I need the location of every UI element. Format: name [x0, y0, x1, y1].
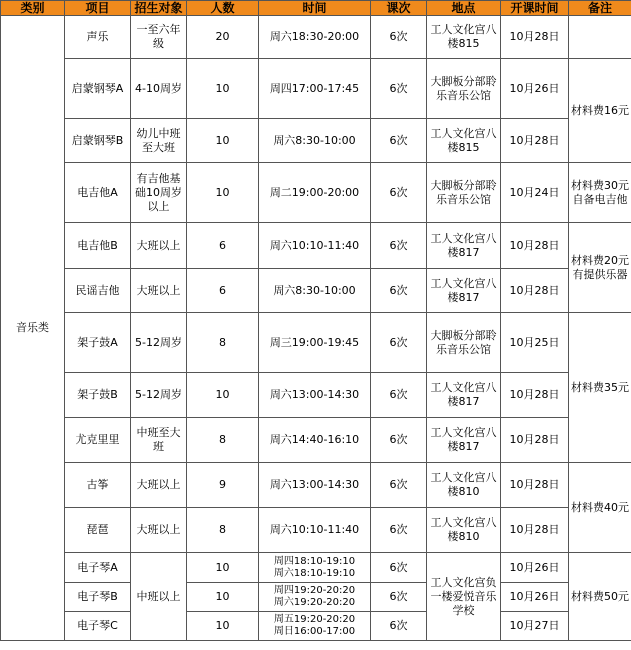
sessions-cell: 6次: [371, 16, 427, 59]
time-line: 周四17:00-17:45: [269, 81, 360, 95]
count-cell: 6: [187, 223, 259, 269]
count-cell: 10: [187, 119, 259, 163]
target-cell: 大班以上: [131, 269, 187, 313]
time-cell: [259, 313, 371, 373]
table-row: [1, 583, 631, 612]
table-row: [1, 163, 631, 223]
item-cell: 电子琴C: [65, 612, 131, 641]
table-row: [1, 463, 631, 508]
item-cell: 电子琴B: [65, 583, 131, 612]
item-cell: 电吉他A: [65, 163, 131, 223]
item-cell: 启蒙钢琴A: [65, 59, 131, 119]
note-cell-empty: [569, 16, 631, 59]
sessions-cell: 6次: [371, 59, 427, 119]
location-cell: 工人文化宫八楼817: [427, 269, 501, 313]
location-cell: 工人文化宫八楼815: [427, 119, 501, 163]
target-cell: 大班以上: [131, 223, 187, 269]
time-line: 周三19:00-19:45: [269, 335, 360, 349]
header-item: 项目: [65, 1, 131, 16]
item-cell: 民谣吉他: [65, 269, 131, 313]
target-cell: 幼儿中班至大班: [131, 119, 187, 163]
sessions-cell: 6次: [371, 373, 427, 418]
start-cell: 10月28日: [501, 373, 569, 418]
item-cell: 电吉他B: [65, 223, 131, 269]
table-row: [1, 553, 631, 583]
category-cell: 音乐类: [1, 16, 65, 641]
count-cell: 10: [187, 59, 259, 119]
count-cell: 8: [187, 313, 259, 373]
table-row: [1, 269, 631, 313]
location-cell: 工人文化宫八楼817: [427, 373, 501, 418]
sessions-cell: 6次: [371, 463, 427, 508]
header-note: 备注: [569, 1, 631, 16]
count-cell: 10: [187, 583, 259, 612]
table-row: [1, 313, 631, 373]
time-cell: [259, 373, 371, 418]
target-cell: 5-12周岁: [131, 313, 187, 373]
item-cell: 古筝: [65, 463, 131, 508]
start-cell: 10月28日: [501, 269, 569, 313]
location-cell: 大脚板分部聆乐音乐公馆: [427, 313, 501, 373]
start-cell: 10月28日: [501, 16, 569, 59]
location-cell: 大脚板分部聆乐音乐公馆: [427, 163, 501, 223]
target-cell: 中班至大班: [131, 418, 187, 463]
time-cell: [259, 269, 371, 313]
header-location: 地点: [427, 1, 501, 16]
start-cell: 10月27日: [501, 612, 569, 641]
time-line: 周六13:00-14:30: [269, 388, 360, 401]
note-cell-piano: 材料费16元: [569, 59, 631, 163]
start-cell: 10月26日: [501, 553, 569, 583]
time-cell: [259, 508, 371, 553]
item-cell: 架子鼓B: [65, 373, 131, 418]
target-cell: 中班以上: [131, 553, 187, 641]
start-cell: 10月28日: [501, 508, 569, 553]
sessions-cell: 6次: [371, 119, 427, 163]
sessions-cell: 6次: [371, 223, 427, 269]
time-line: 周六10:10-11:40: [269, 523, 360, 536]
table-row: [1, 119, 631, 163]
time-cell: [259, 119, 371, 163]
item-cell: 琵琶: [65, 508, 131, 553]
item-cell: 声乐: [65, 16, 131, 59]
time-cell: [259, 16, 371, 59]
location-cell: 工人文化宫八楼817: [427, 418, 501, 463]
time-cell: [259, 553, 371, 583]
header-category: 类别: [1, 1, 65, 16]
count-cell: 9: [187, 463, 259, 508]
table-row: [1, 223, 631, 269]
target-cell: 大班以上: [131, 508, 187, 553]
start-cell: 10月28日: [501, 463, 569, 508]
table-row: [1, 373, 631, 418]
time-cell: [259, 223, 371, 269]
time-cell: [259, 418, 371, 463]
time-line: 周六18:10-19:10: [273, 567, 356, 579]
start-cell: 10月25日: [501, 313, 569, 373]
start-cell: 10月24日: [501, 163, 569, 223]
start-cell: 10月26日: [501, 583, 569, 612]
count-cell: 8: [187, 508, 259, 553]
table-row: [1, 16, 631, 59]
note-cell-guitar: 材料费20元有提供乐器: [569, 223, 631, 313]
header-sessions: 课次: [371, 1, 427, 16]
table-row: [1, 612, 631, 641]
location-cell: 工人文化宫八楼810: [427, 508, 501, 553]
header-target: 招生对象: [131, 1, 187, 16]
time-line: 周六18:30-20:00: [269, 30, 360, 43]
count-cell: 10: [187, 163, 259, 223]
target-cell: 4-10周岁: [131, 59, 187, 119]
location-cell: 工人文化宫八楼815: [427, 16, 501, 59]
sessions-cell: 6次: [371, 269, 427, 313]
time-line: 周日16:00-17:00: [273, 626, 356, 637]
item-cell: 启蒙钢琴B: [65, 119, 131, 163]
note-cell-drums: 材料费35元: [569, 313, 631, 463]
sessions-cell: 6次: [371, 313, 427, 373]
note-cell-electric-guitar-a: 材料费30元自备电吉他: [569, 163, 631, 223]
item-cell: 尤克里里: [65, 418, 131, 463]
location-cell: 工人文化宫负一楼爱悦音乐学校: [427, 553, 501, 641]
location-cell: 工人文化宫八楼810: [427, 463, 501, 508]
time-cell: [259, 583, 371, 612]
count-cell: 8: [187, 418, 259, 463]
header-count: 人数: [187, 1, 259, 16]
target-cell: 大班以上: [131, 463, 187, 508]
time-line: 周六10:10-11:40: [269, 238, 360, 252]
start-cell: 10月26日: [501, 59, 569, 119]
time-cell: [259, 59, 371, 119]
start-cell: 10月28日: [501, 223, 569, 269]
target-cell: 一至六年级: [131, 16, 187, 59]
start-cell: 10月28日: [501, 119, 569, 163]
table-row: [1, 508, 631, 553]
time-line: 周四19:20-20:20: [273, 585, 356, 596]
count-cell: 10: [187, 553, 259, 583]
target-cell: 5-12周岁: [131, 373, 187, 418]
time-line: 周五19:20-20:20: [273, 614, 356, 625]
table-row: [1, 59, 631, 119]
count-cell: 20: [187, 16, 259, 59]
time-line: 周二19:00-20:00: [269, 185, 360, 199]
sessions-cell: 6次: [371, 163, 427, 223]
time-line: 周六13:00-14:30: [269, 478, 360, 491]
time-line: 周六8:30-10:00: [273, 133, 356, 147]
start-cell: 10月28日: [501, 418, 569, 463]
target-cell: 有吉他基础10周岁以上: [131, 163, 187, 223]
time-line: 周六8:30-10:00: [273, 283, 356, 297]
time-line: 周六19:20-20:20: [273, 597, 356, 608]
sessions-cell: 6次: [371, 583, 427, 612]
location-cell: 大脚板分部聆乐音乐公馆: [427, 59, 501, 119]
sessions-cell: 6次: [371, 612, 427, 641]
location-cell: 工人文化宫八楼817: [427, 223, 501, 269]
count-cell: 10: [187, 373, 259, 418]
header-start: 开课时间: [501, 1, 569, 16]
note-cell-folk: 材料费40元: [569, 463, 631, 553]
item-cell: 电子琴A: [65, 553, 131, 583]
count-cell: 6: [187, 269, 259, 313]
time-line: 周四18:10-19:10: [273, 555, 356, 567]
header-time: 时间: [259, 1, 371, 16]
table-row: [1, 418, 631, 463]
note-cell-keyboard: 材料费50元: [569, 553, 631, 641]
sessions-cell: 6次: [371, 418, 427, 463]
time-cell: [259, 463, 371, 508]
count-cell: 10: [187, 612, 259, 641]
time-line: 周六14:40-16:10: [269, 433, 360, 446]
time-cell: [259, 612, 371, 641]
sessions-cell: 6次: [371, 553, 427, 583]
sessions-cell: 6次: [371, 508, 427, 553]
time-cell: [259, 163, 371, 223]
header-row: [1, 1, 631, 16]
item-cell: 架子鼓A: [65, 313, 131, 373]
